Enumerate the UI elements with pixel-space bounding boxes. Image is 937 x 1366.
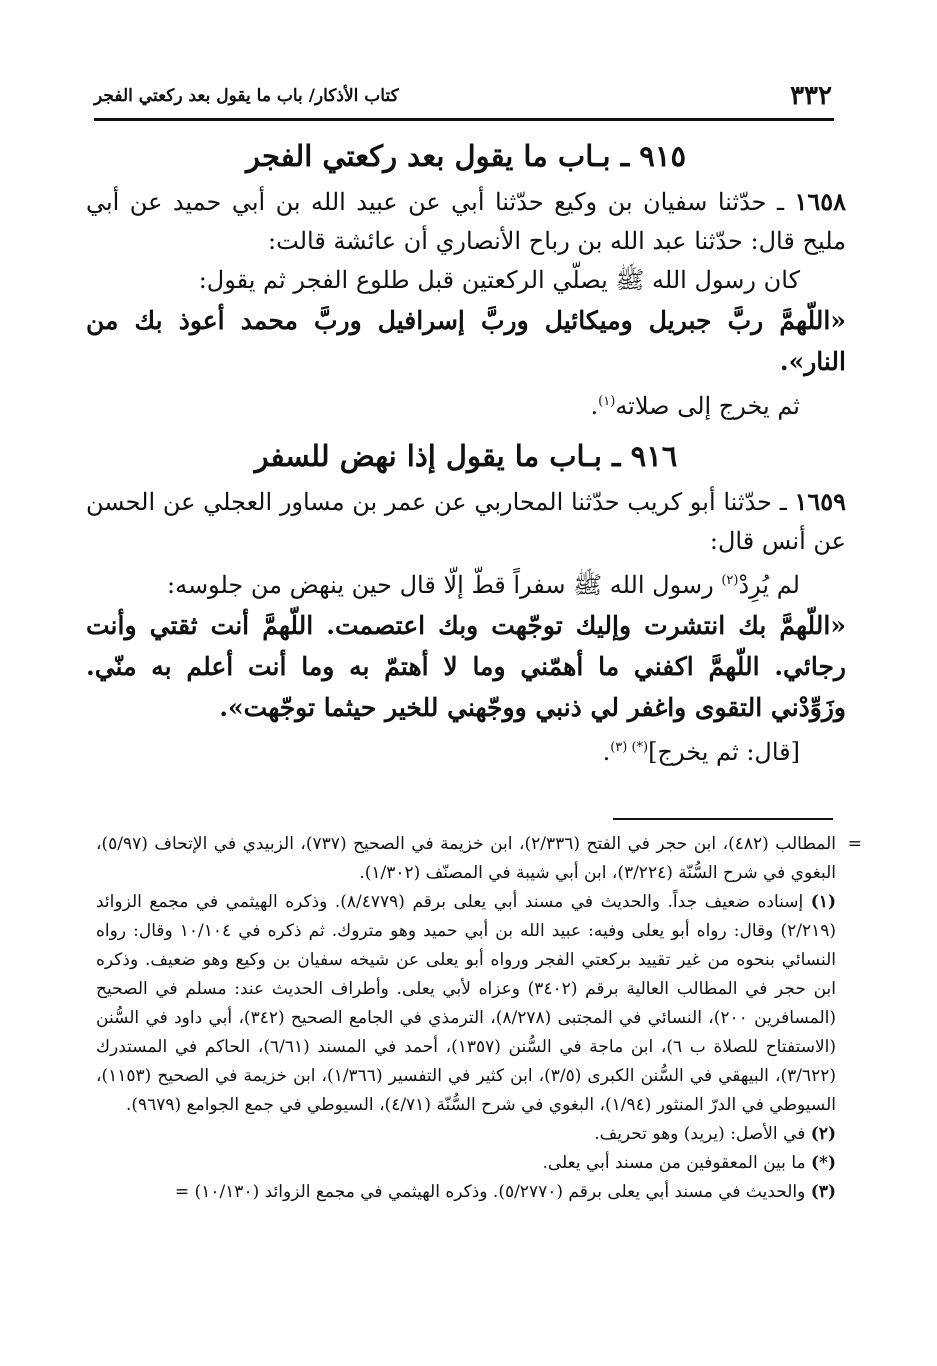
chapter-title-916: ٩١٦ ـ بـاب ما يقول إذا نهض للسفر xyxy=(254,439,678,473)
continuation-mark: = xyxy=(847,834,862,854)
isnad-text: ـ حدّثنا أبو كريب حدّثنا المحاربي عن عمر بن مساور العجلي عن الحسن عن أنس قال: xyxy=(86,488,846,555)
footnote-3 xyxy=(96,1178,836,1207)
hadith-1658-dua: «اللّهمَّ ربَّ جبريل وميكائيل وربَّ إسرافيل وربَّ محمد أعوذ بك من النار». xyxy=(86,306,846,376)
footnote-text: في الأصل: (يريد) وهو تحريف. xyxy=(594,1124,811,1144)
isnad-text: ـ حدّثنا سفيان بن وكيع حدّثنا أبي عن عبيد الله بن أبي حميد عن أبي مليح قال: حدّثنا عبد الله بن رباح الأنصاري أن عائشة قالت: xyxy=(86,188,846,255)
footnote-text: ما بين المعقوفين من مسند أبي يعلى. xyxy=(542,1153,812,1173)
matn-before: لم يُرِدْ xyxy=(738,571,800,599)
footnotes xyxy=(96,830,862,1207)
footnote-text: المطالب (٤٨٢)، ابن حجر في الفتح (٢/٣٣٦)، ابن خزيمة في الصحيح (٧٣٧)، الزبيدي في الإتحاف (٥/٩٧)، البغوي في شرح السُّنّة (٣/٢٢٤)، ابن أبي شيبة في المصنّف (١/٣٠٢). xyxy=(96,834,837,883)
hadith-1659-matn xyxy=(86,561,846,605)
footnote-label: (*) xyxy=(811,1153,836,1173)
hadith-1659-ending xyxy=(86,728,846,772)
ending-punct: . xyxy=(590,392,599,420)
footnote-ref: (*) (٣) xyxy=(610,740,649,755)
ending-text: [قال: ثم يخرج] xyxy=(648,738,800,766)
footnote-label: (٣) xyxy=(810,1182,836,1202)
header-rule xyxy=(94,118,834,121)
hadith-1658-matn: كان رسول الله ﷺ يصلّي الركعتين قبل طلوع الفجر ثم يقول: xyxy=(198,266,800,294)
footnote-1 xyxy=(96,888,836,1120)
chapter-title-915: ٩١٥ ـ بـاب ما يقول بعد ركعتي الفجر xyxy=(245,139,687,173)
hadith-1659-isnad xyxy=(86,482,846,561)
hadith-number: ١٦٥٨ xyxy=(794,187,846,216)
hadith-1659-dua: «اللّهمَّ بك انتشرت وإليك توجّهت وبك اعتصمت. اللّهمَّ أنت ثقتي وأنت رجائي. اللّهمَّ اكفني ما أهمّني وما لا أهتمّ به وما أنت أعلم به منّي. وزَوِّدْني التقوى واغفر لي ذنبي ووجّهني للخير حيثما توجّهت». xyxy=(86,611,846,722)
main-text xyxy=(86,126,846,772)
ending-punct: . xyxy=(602,738,611,766)
hadith-1658-isnad xyxy=(86,182,846,261)
footnote-2 xyxy=(96,1120,836,1149)
footnote-text: والحديث في مسند أبي يعلى برقم (٥/٢٧٧٠). وذكره الهيثمي في مجمع الزوائد (١٠/١٣٠) = xyxy=(174,1182,811,1202)
ending-text: ثم يخرج إلى صلاته xyxy=(615,392,800,420)
footnote-ref: (٢) xyxy=(721,573,739,588)
page-header xyxy=(94,76,832,116)
matn-after: رسول الله ﷺ سفراً قطّ إلّا قال حين ينهض من جلوسه: xyxy=(166,571,722,599)
footnote-star xyxy=(96,1149,836,1178)
hadith-1658-ending xyxy=(86,382,846,426)
hadith-number: ١٦٥٩ xyxy=(794,487,846,516)
running-title: كتاب الأذكار/ باب ما يقول بعد ركعتي الفجر xyxy=(94,86,399,106)
page-number: ٣٣٢ xyxy=(790,81,832,111)
footnote-separator xyxy=(613,818,833,820)
footnote-label: (١) xyxy=(810,892,836,912)
footnote-text: إسناده ضعيف جداً. والحديث في مسند أبي يعلى برقم (٨/٤٧٧٩). وذكره الهيثمي في مجمع الزوائد (٢/٢١٩) وقال: رواه أبو يعلى وفيه: عبيد الله بن أبي حميد وهو متروك. ثم ذكره في ١٠/١٠٤ وقال: رواه النسائي بنحوه من غير تقييد بركعتي الفجر ورواه أبو يعلى عن شيخه سفيان بن وكيع وهو ضعيف. وذكره ابن حجر في المطالب العالية برقم (٣٤٠٢) وعزاه لأبي يعلى. وأطراف الحديث عند: مسلم في الصحيح (المسافرين ٢٠٠)، النسائي في المجتبى (٨/٢٧٨)، الترمذي في الجامع الصحيح (٣٤٢)، أبي داود في السُّنن (الاستفتاح للصلاة ب ٦)، ابن ماجة في السُّنن (١٣٥٧)، أحمد في المسند (٦/٦١)، الحاكم في المستدرك (٣/٦٢٢)، البيهقي في السُّنن الكبرى (٣/٥)، ابن كثير في التفسير (١/٣٦٦)، ابن خزيمة في الصحيح (١١٥٣)، السيوطي في الدرّ المنثور (١/٩٤)، البغوي في شرح السُّنّة (٤/٧١)، السيوطي في جمع الجوامع (٩٦٧٩). xyxy=(96,892,837,1115)
footnote-label: (٢) xyxy=(810,1124,836,1144)
footnote-continued xyxy=(96,830,862,888)
footnote-ref: (١) xyxy=(598,394,616,409)
